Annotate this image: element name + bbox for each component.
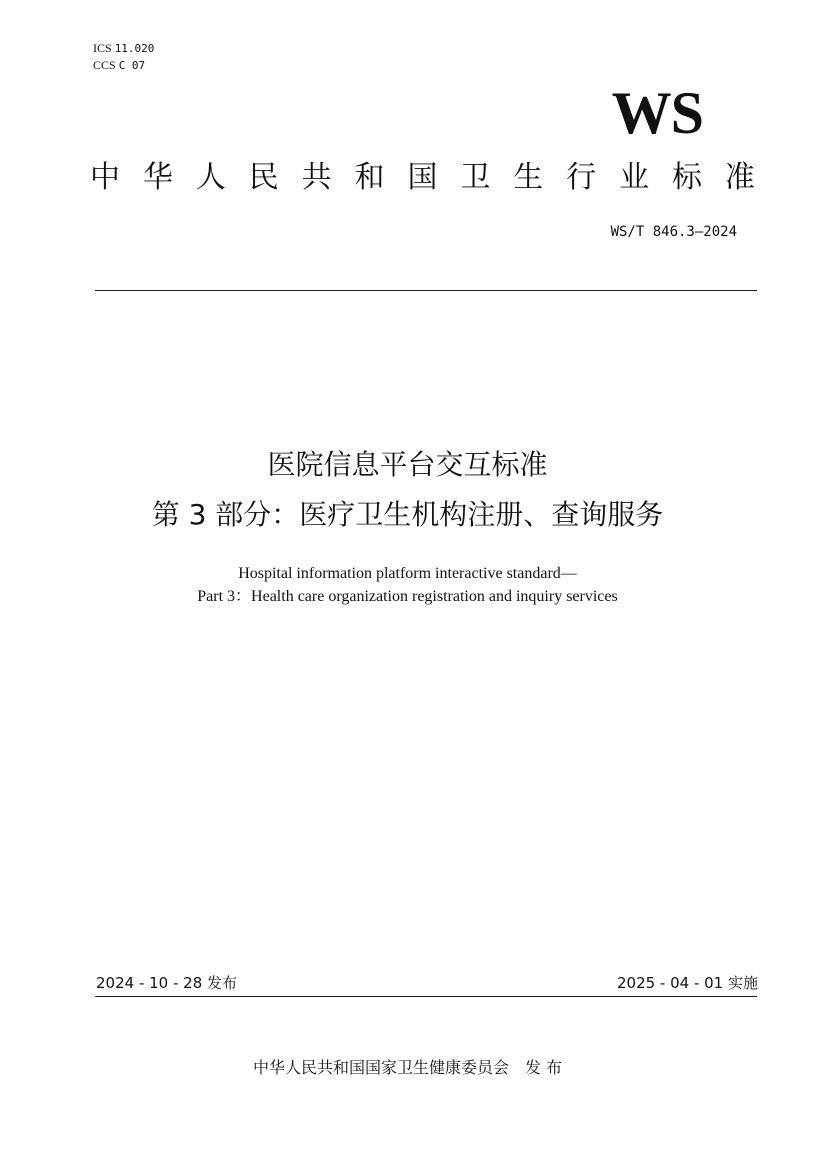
ws-logo: WS — [611, 80, 703, 146]
footer-divider — [95, 996, 757, 997]
classification-codes — [93, 40, 154, 74]
standard-class-char: 共 — [301, 160, 332, 195]
issuer: 中华人民共和国国家卫生健康委员会 发 布 — [252, 1058, 563, 1077]
standard-class-char: 和 — [354, 160, 385, 195]
standard-class-char: 行 — [566, 160, 597, 195]
standard-class-char: 民 — [248, 160, 279, 195]
english-title-line-1: Hospital information platform interactive standard— — [238, 565, 577, 582]
standard-class-char: 准 — [724, 160, 755, 195]
title-line-2: 第 3 部分：医疗卫生机构注册、查询服务 — [151, 498, 664, 531]
standard-class-char: 国 — [407, 160, 438, 195]
standard-class-char: 华 — [142, 160, 173, 195]
ccs-label: CCS — [93, 58, 116, 72]
standard-class-char: 业 — [619, 160, 650, 195]
standard-class — [90, 158, 755, 198]
standard-class-char: 生 — [513, 160, 544, 195]
ccs-code: C 07 — [118, 59, 146, 72]
standard-class-char: 人 — [195, 160, 226, 195]
title-line-1: 医院信息平台交互标准 — [267, 448, 548, 481]
issue-date: 2024 - 10 - 28 发布 — [96, 974, 238, 992]
ccs-line — [93, 57, 154, 74]
english-title-line-2: Part 3：Health care organization registration and inquiry services — [197, 588, 618, 605]
ics-code: 11.020 — [114, 42, 155, 55]
standard-number: WS/T 846.3—2024 — [610, 224, 737, 240]
ics-line — [93, 40, 154, 57]
header-divider — [95, 290, 757, 291]
standard-class-char: 中 — [90, 160, 120, 195]
standard-class-char: 卫 — [460, 160, 491, 195]
standard-class-char: 标 — [671, 160, 702, 195]
effective-date: 2025 - 04 - 01 实施 — [616, 974, 758, 992]
ics-label: ICS — [93, 41, 112, 55]
